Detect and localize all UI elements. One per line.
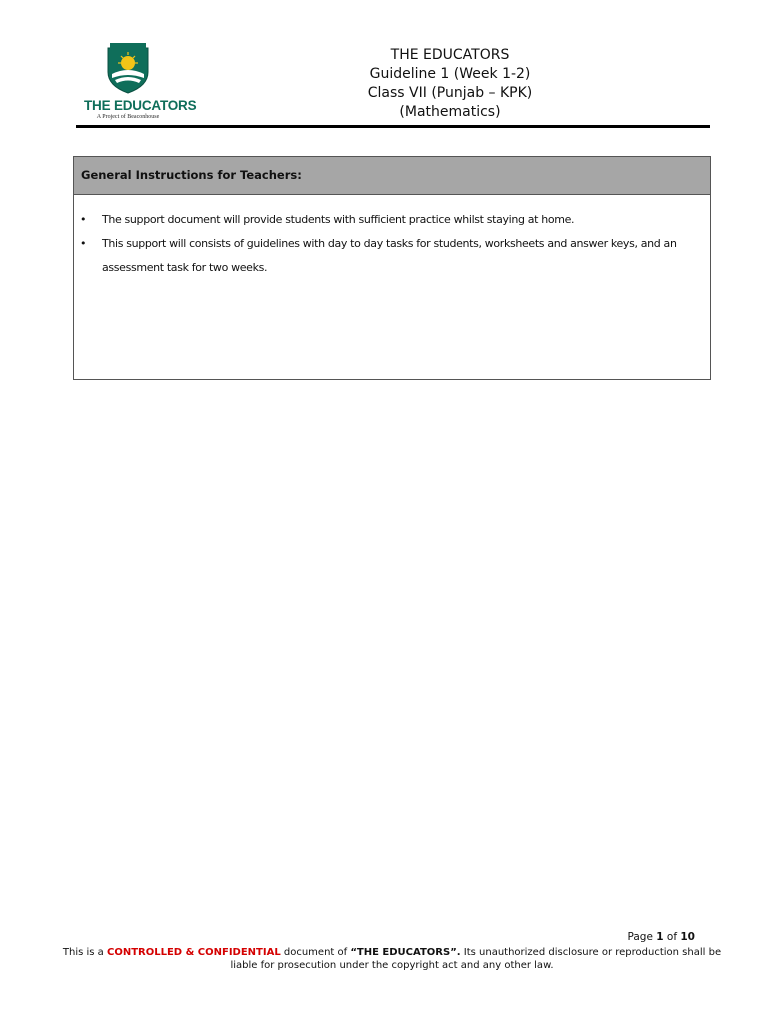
page-prefix: Page [627,931,657,943]
title-line-class: Class VII (Punjab – KPK) [367,85,533,101]
logo-brand-text: THE EDUCATORS [84,98,197,113]
page-current: 1 [656,931,664,943]
bullet-text: The support document will provide students with sufficient practice whilst staying at home. [102,213,575,226]
logo-tagline: A Project of Beaconhouse [96,114,160,120]
list-item [80,232,710,280]
instructions-heading: General Instructions for Teachers: [74,157,710,195]
bullet-icon: • [80,237,87,250]
header-divider [76,125,710,128]
instructions-box [73,156,711,380]
school-crest-icon [106,42,150,94]
page-of: of [663,931,681,943]
notice-org: “THE EDUCATORS”. [350,947,461,958]
title-line-guideline: Guideline 1 (Week 1-2) [369,66,531,82]
bullet-icon: • [80,213,87,226]
notice-end: Its unauthorized disclosure or reproduction shall be liable for prosecution under the copyright act and any other law. [230,947,722,971]
document-title [300,46,600,122]
page-total: 10 [680,931,695,943]
confidentiality-notice [60,946,724,972]
instructions-list [74,195,710,280]
notice-start: This is a [62,947,107,958]
notice-mid: document of [280,947,351,958]
confidential-label: CONTROLLED & CONFIDENTIAL [106,947,281,958]
school-logo [84,42,197,124]
page-number [560,931,695,943]
title-line-subject: (Mathematics) [399,104,501,120]
list-item [80,208,710,232]
title-line-org: THE EDUCATORS [390,47,510,63]
bullet-text: This support will consists of guidelines with day to day tasks for students, worksheets and answer keys, and an assessment task for two weeks. [102,237,677,274]
